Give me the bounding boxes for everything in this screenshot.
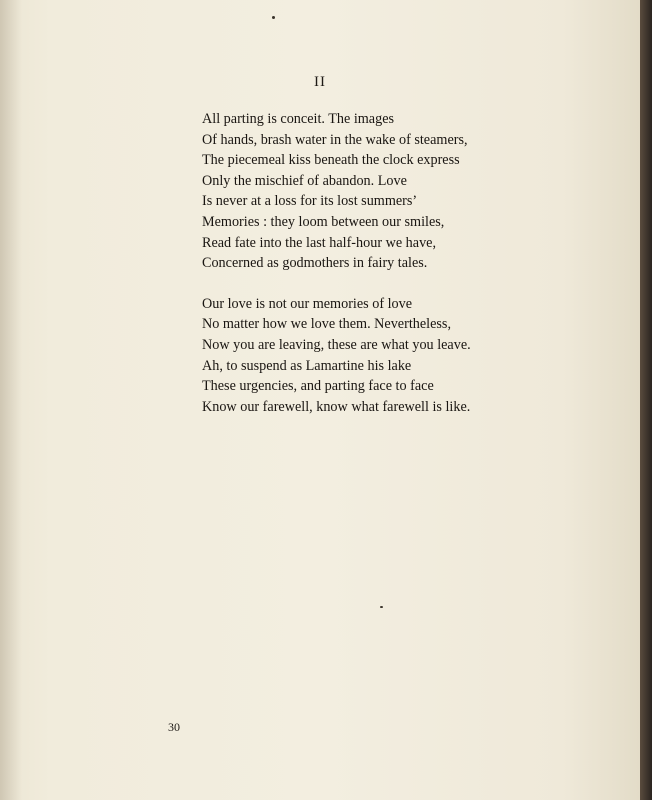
page-edge <box>640 0 652 800</box>
poem-line: No matter how we love them. Nevertheless, <box>202 316 451 333</box>
poem-line: Is never at a loss for its lost summers’ <box>202 193 418 210</box>
poem-line: The piecemeal kiss beneath the clock express <box>202 152 460 169</box>
poem-line: Concerned as godmothers in fairy tales. <box>202 255 428 272</box>
gutter-shadow <box>0 0 22 800</box>
poem <box>202 109 542 417</box>
page-number: 30 <box>168 720 180 734</box>
poem-line: Read fate into the last half-hour we have, <box>202 234 437 251</box>
poem-line: These urgencies, and parting face to face <box>202 378 434 395</box>
paper-speck <box>272 16 275 19</box>
poem-line: Now you are leaving, these are what you leave. <box>202 336 471 353</box>
paper-speck <box>380 606 383 608</box>
poem-line: Our love is not our memories of love <box>202 295 413 312</box>
poem-line: Of hands, brash water in the wake of steamers, <box>202 131 468 148</box>
poem-line: Ah, to suspend as Lamartine his lake <box>202 357 412 374</box>
stanza-2 <box>202 294 542 418</box>
poem-line: All parting is conceit. The images <box>202 111 395 127</box>
section-number: II <box>314 74 326 90</box>
poem-line: Memories : they loom between our smiles, <box>202 213 445 230</box>
poem-line: Know our farewell, know what farewell is like. <box>202 398 471 415</box>
stanza-1 <box>202 109 542 274</box>
poem-line: Only the mischief of abandon. Love <box>202 172 407 189</box>
